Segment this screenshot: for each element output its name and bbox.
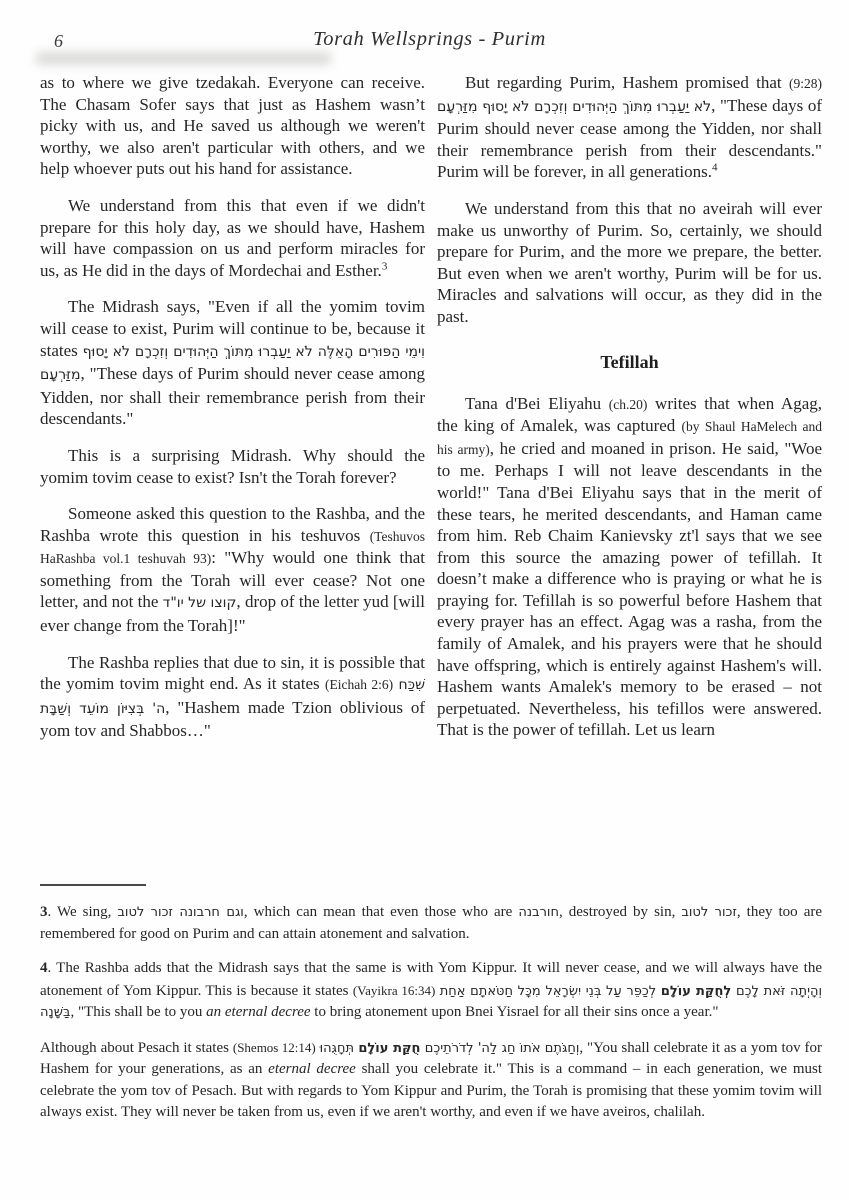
paragraph-midrash-purim-forever: The Midrash says, "Even if all the yomim tovim will cease to exist, Purim will continue to be, because it states וִימֵי הַפּוּרִים הָאֵלֶּה לֹא יַעַבְרוּ מִתּוֹךְ הַיְּהוּדִים וְזִכְרָם לֹא יָסוּף מִזַּרְעָם, "These days of Purim should never cease among Yidden, nor shall their remembrance perish from their descendants." xyxy=(40,297,425,429)
footnotes-section xyxy=(40,884,822,1137)
column-right xyxy=(437,72,822,757)
footnote-4-part-1: 4. The Rashba adds that the Midrash says that the same is with Yom Kippur. It will never cease, and we will always have the atonement of Yom Kippur. This is because it states (Vayikra 16:34) וְהָיְתָה זֹּאת לָכֶם לְחֻקַּת עוֹלָם לְכַפֵּר עַל בְּנֵי יִשְׂרָאֵל מִכָּל חַטֹּאתָם אַחַת בַּשָּׁנָה, "This shall be to you an eternal decree to bring atonement upon Bnei Yisrael for all their sins once a year." xyxy=(40,960,823,1020)
footnote-4-part-2: Although about Pesach it states (Shemos 12:14) וְחַגֹּתֶם אֹתוֹ חַג לַה' לְדֹרֹתֵיכֶם חֻקַּת עוֹלָם תְּחָגֻּהוּ , "You shall celebrate it as a yom tov for Hashem for your generations, as an eternal decree shall you celebrate it." This is a command – in each generation, we must celebrate the yom tov of Pesach. But with regards to Yom Kippur and Purim, the Torah is promising that these yomim tovim will always exist. They will never be taken from us, even if we aren't worthy, and even if we have aveiros, chalilah. xyxy=(40,1039,823,1120)
section-heading-tefillah: Tefillah xyxy=(600,351,659,372)
two-column-body xyxy=(40,72,822,757)
hebrew-quote: וגם חרבונה זכור לטוב xyxy=(117,905,244,920)
hebrew-quote: לֹא יַעַבְרוּ מִתּוֹךְ הַיְּהוּדִים וְזִכְרָם לֹא יָסוּף מִזַּרְעָם xyxy=(437,98,712,115)
paragraph-surprising-midrash: This is a surprising Midrash. Why should the yomim tovim cease to exist? Isn't the Torah forever? xyxy=(40,445,425,487)
footnote-reference: 4 xyxy=(712,161,718,174)
paragraph-rashba-reply: The Rashba replies that due to sin, it is possible that the yomim tovim might end. As it states (Eichah 2:6) שִׁכַּח ה' בְּצִיּוֹן מוֹעֵד וְשַׁבָּת, "Hashem made Tzion oblivious of yom tov and Shabbos…" xyxy=(40,652,425,741)
hebrew-quote: זכור לטוב xyxy=(681,905,737,920)
page-title: Torah Wellsprings - Purim xyxy=(313,28,546,50)
paragraph-tzedakah-continuation: as to where we give tzedakah. Everyone can receive. The Chasam Sofer says that just as Hashem wasn’t picky with us, and He saved us although we weren't worthy, we also aren't particular with others, and we help whoever puts out his hand for assistance. xyxy=(40,73,425,179)
paragraph-purim-promised: But regarding Purim, Hashem promised that (9:28) לֹא יַעַבְרוּ מִתּוֹךְ הַיְּהוּדִים וְזִכְרָם לֹא יָסוּף מִזַּרְעָם, "These days of Purim should never cease among the Yidden, nor shall their remembrance perish from their descendants." Purim will be forever, in all generations.$^4$ xyxy=(437,73,822,182)
hebrew-quote: חורבנה xyxy=(518,905,559,920)
hebrew-quote: וְחַגֹּתֶם אֹתוֹ חַג לַה' לְדֹרֹתֵיכֶם חֻקַּת עוֹלָם תְּחָגֻּהוּ xyxy=(319,1040,580,1056)
paragraph-no-aveirah-unworthy: We understand from this that no aveirah will ever make us unworthy of Purim. So, certainly, we should prepare for Purim, and the more we prepare, the better. But even when we aren't worthy, Purim will be for us. Miracles and salvations will occur, as they did in the past. xyxy=(437,198,822,326)
page-header xyxy=(40,28,819,58)
hebrew-quote: קוצו של יו"ד xyxy=(162,595,237,612)
footnote-3: 3. We sing, וגם חרבונה זכור לטוב, which can mean that even those who are חורבנה, destroyed by sin, זכור לטוב, they too are remembered for good on Purim and can attain atonement and salvation. xyxy=(40,904,823,942)
footnote-separator xyxy=(40,884,146,886)
column-left xyxy=(40,72,425,757)
footnote-reference: 3 xyxy=(381,260,388,273)
hebrew-quote: וְהָיְתָה זֹּאת לָכֶם לְחֻקַּת עוֹלָם לְכַפֵּר עַל בְּנֵי יִשְׂרָאֵל מִכָּל חַטֹּאתָם אַחַת בַּשָּׁנָה xyxy=(40,983,823,1020)
paragraph-rashba-question: Someone asked this question to the Rashba, and the Rashba wrote this question in his teshuvos (Teshuvos HaRashba vol.1 teshuvah 93): "Why would one think that something from the Torah will ever cease? Not one letter, and not the קוצו של יו"ד, drop of the letter yud [will ever change from the Torah]!" xyxy=(40,504,426,636)
hebrew-quote: וִימֵי הַפּוּרִים הָאֵלֶּה לֹא יַעַבְרוּ מִתּוֹךְ הַיְּהוּדִים וְזִכְרָם לֹא יָסוּף מִזַּרְעָם xyxy=(40,343,425,384)
hebrew-quote: שִׁכַּח ה' בְּצִיּוֹן מוֹעֵד וְשַׁבָּת xyxy=(40,677,425,717)
paragraph-we-understand-compassion: We understand from this that even if we didn't prepare for this holy day, as we should have, Hashem will have compassion on us and perform miracles for us, as He did in the days of Mordechai and Esther.$^3$ xyxy=(40,195,425,280)
page-number: 6 xyxy=(54,31,63,51)
paragraph-tana-dbei-eliyahu: Tana d'Bei Eliyahu (ch.20) writes that when Agag, the king of Amalek, was captured (by Shaul HaMelech and his army), he cried and moaned in prison. He said, "Woe to me. Perhaps I will not leave descendants in the world!" Tana d'Bei Eliyahu says that in the merit of these tears, he merited descendants, and Haman came from him. Reb Chaim Kanievsky zt'l says that we see from this source the amazing power of tefillah. It doesn’t make a difference who is praying or what he is praying for. Tefillah is so powerful before Hashem that every prayer has an effect. Agag was a rasha, from the family of Amalek, and his prayers were that he should have offspring, which is entirely against Hashem's will. Hashem wants Amalek's memory to be erased – not perpetuated. Nevertheless, his tefillos were answered. That is the power of tefillah. Let us learn xyxy=(437,393,822,740)
